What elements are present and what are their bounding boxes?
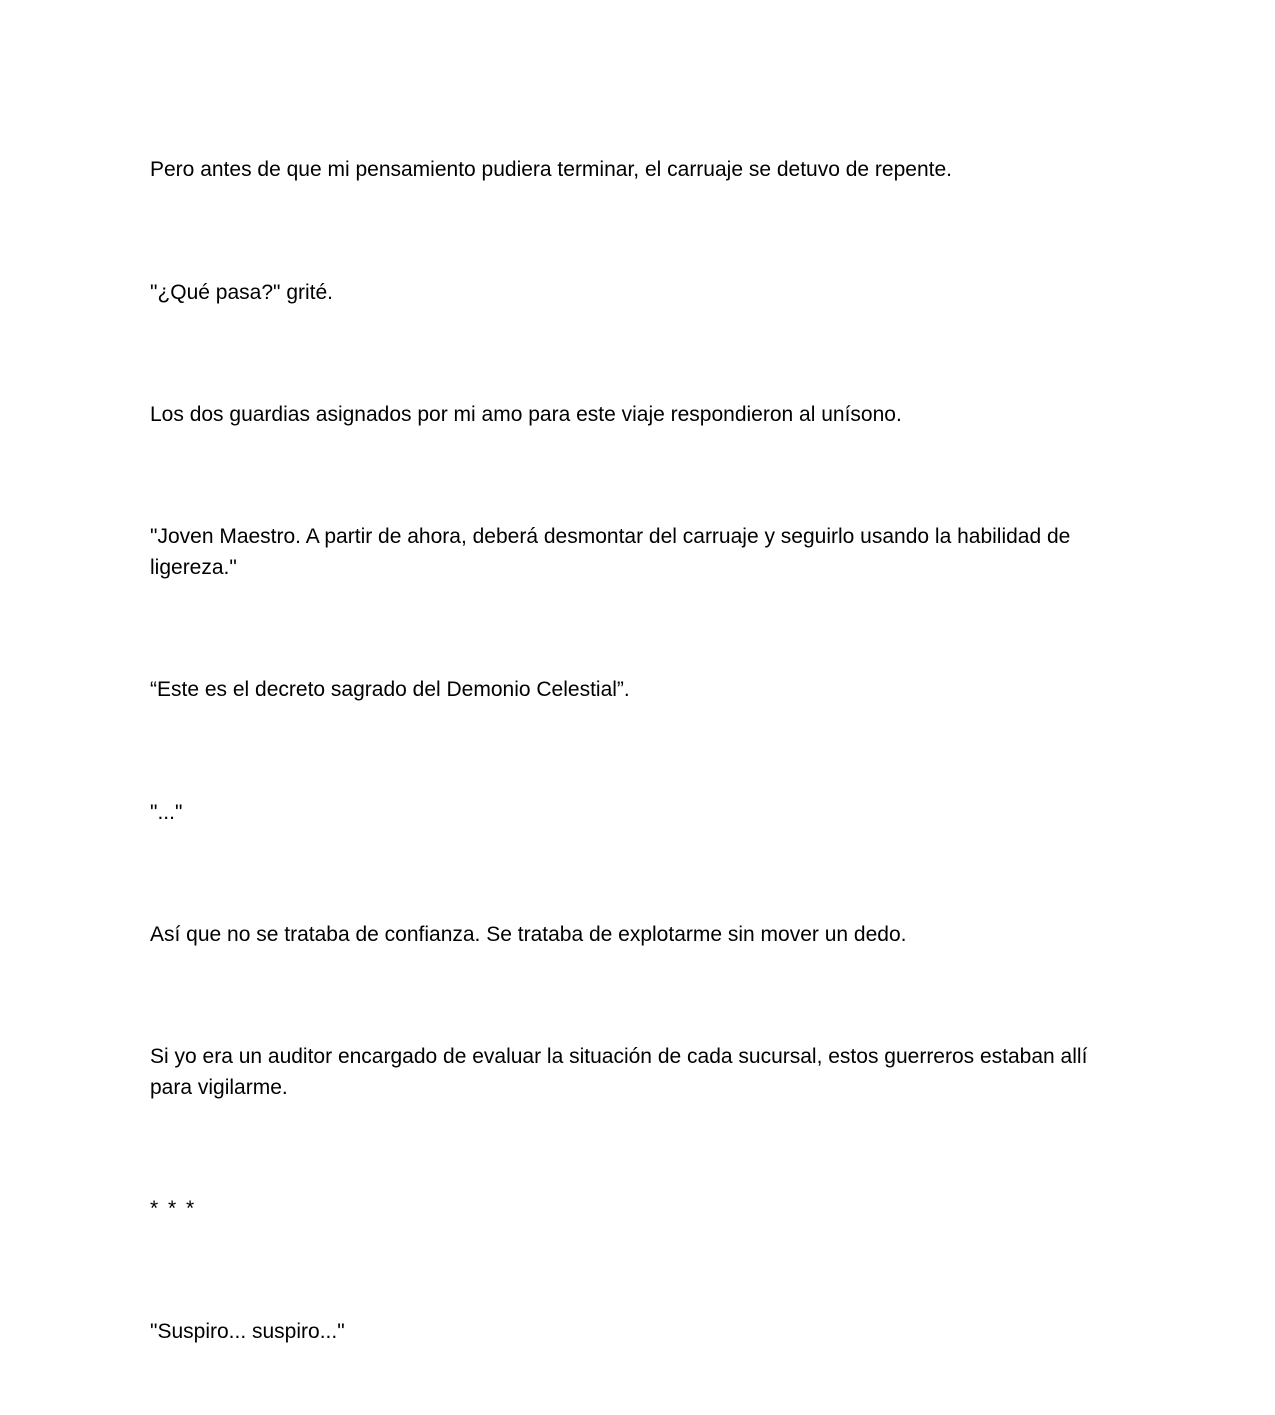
- paragraph: "¿Qué pasa?" grité.: [150, 281, 334, 304]
- paragraph: "...": [150, 801, 183, 824]
- paragraph: Pero antes de que mi pensamiento pudiera terminar, el carruaje se detuvo de repente.: [150, 158, 952, 181]
- paragraph: "Joven Maestro. A partir de ahora, deberá desmontar del carruaje y seguirlo usando la habilidad de ligereza.": [150, 525, 1071, 579]
- paragraph: "Suspiro... suspiro...": [150, 1320, 345, 1343]
- scene-break: * * *: [150, 1197, 197, 1220]
- paragraph: Si yo era un auditor encargado de evaluar la situación de cada sucursal, estos guerreros estaban allí para vigilarme.: [150, 1045, 1088, 1099]
- paragraph: “Este es el decreto sagrado del Demonio Celestial”.: [150, 678, 630, 701]
- paragraph: Así que no se trataba de confianza. Se trataba de explotarme sin mover un dedo.: [150, 923, 907, 946]
- paragraph: Los dos guardias asignados por mi amo para este viaje respondieron al unísono.: [150, 403, 902, 426]
